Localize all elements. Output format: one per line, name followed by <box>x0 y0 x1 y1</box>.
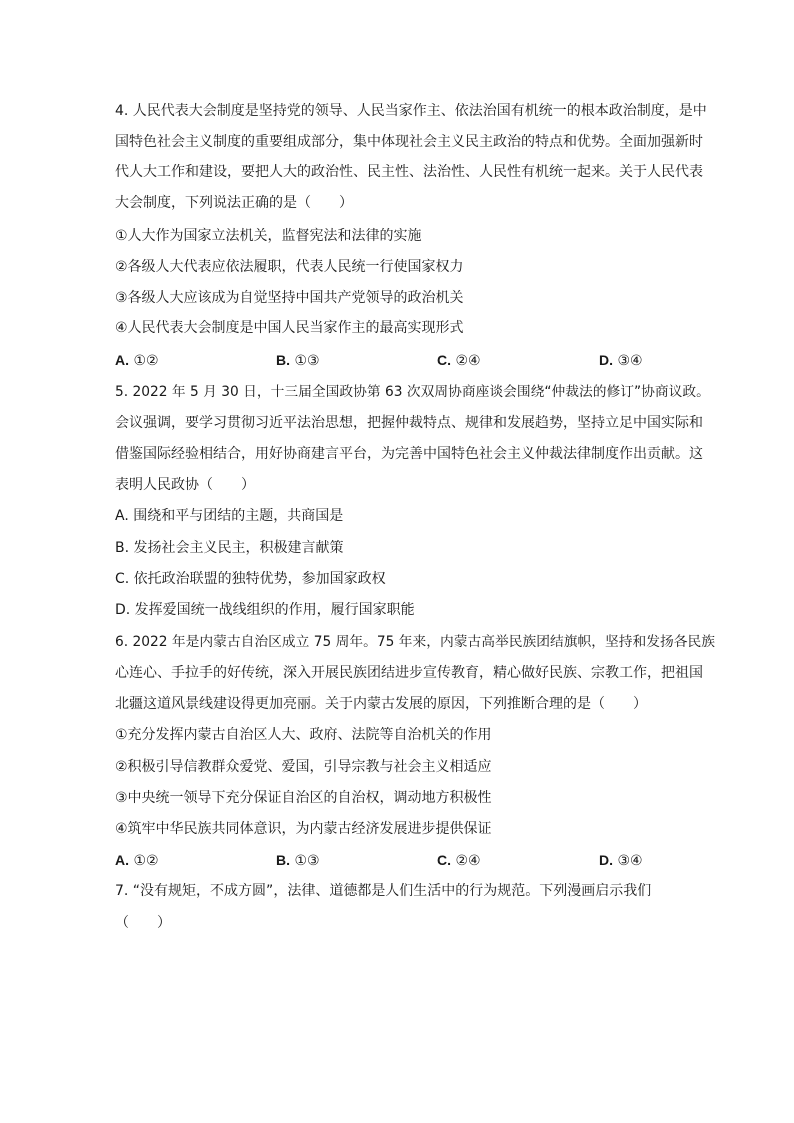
q5-choice-b[interactable]: B. 发扬社会主义民主，积极建言献策 <box>115 540 344 556</box>
q4-statement: ②各级人大代表应依法履职，代表人民统一行使国家权力 <box>115 259 464 275</box>
q4-statement: ④人民代表大会制度是中国人民当家作主的最高实现形式 <box>115 320 464 336</box>
q6-statement: ③中央统一领导下充分保证自治区的自治权，调动地方积极性 <box>115 790 492 806</box>
q4-statement: ③各级人大应该成为自觉坚持中国共产党领导的政治机关 <box>115 290 464 306</box>
q6-option-a[interactable]: A. ①② <box>115 852 159 869</box>
q6-stem-line: 北疆这道风景线建设得更加亮丽。关于内蒙古发展的原因，下列推断合理的是（ ） <box>115 696 647 712</box>
q6-option-b[interactable]: B. ①③ <box>276 852 320 869</box>
q7-stem-line: 7. “没有规矩，不成方圆”，法律、道德都是人们生活中的行为规范。下列漫画启示我们 <box>115 883 652 899</box>
q7-stem-line: （ ） <box>115 915 171 931</box>
q4-option-c[interactable]: C. ②④ <box>437 352 481 369</box>
q4-stem-line: 大会制度，下列说法正确的是（ ） <box>115 195 353 211</box>
q5-stem-line: 会议强调，要学习贯彻习近平法治思想，把握仲裁特点、规律和发展趋势，坚持立足中国实际和 <box>115 415 703 431</box>
q6-option-d[interactable]: D. ③④ <box>599 852 643 869</box>
q4-option-d[interactable]: D. ③④ <box>599 352 643 369</box>
q6-stem-line: 心连心、手拉手的好传统，深入开展民族团结进步宣传教育，精心做好民族、宗教工作，把祖国 <box>115 665 703 681</box>
q4-options <box>115 350 715 370</box>
q5-stem-line: 5. 2022 年 5 月 30 日，十三届全国政协第 63 次双周协商座谈会围绕“仲裁法的修订”协商议政。 <box>115 384 710 400</box>
q4-stem-line: 代人大工作和建设，要把人大的政治性、民主性、法治性、人民性有机统一起来。关于人民代表 <box>115 164 703 180</box>
q6-statement: ④筑牢中华民族共同体意识，为内蒙古经济发展进步提供保证 <box>115 821 492 837</box>
q5-stem-line: 表明人民政协（ ） <box>115 477 255 493</box>
q4-stem-line: 4. 人民代表大会制度是坚持党的领导、人民当家作主、依法治国有机统一的根本政治制度，是中 <box>115 103 707 119</box>
q4-stem-line: 国特色社会主义制度的重要组成部分，集中体现社会主义民主政治的特点和优势。全面加强新时 <box>115 134 703 150</box>
q5-choice-a[interactable]: A. 围绕和平与团结的主题，共商国是 <box>115 508 344 524</box>
q5-choice-c[interactable]: C. 依托政治联盟的独特优势，参加国家政权 <box>115 571 386 587</box>
q6-statement: ①充分发挥内蒙古自治区人大、政府、法院等自治机关的作用 <box>115 727 492 743</box>
q6-statement: ②积极引导信教群众爱党、爱国，引导宗教与社会主义相适应 <box>115 759 492 775</box>
q6-options <box>115 850 715 870</box>
q6-option-c[interactable]: C. ②④ <box>437 852 481 869</box>
q5-choice-d[interactable]: D. 发挥爱国统一战线组织的作用，履行国家职能 <box>115 602 415 618</box>
q4-option-a[interactable]: A. ①② <box>115 352 159 369</box>
q4-statement: ①人大作为国家立法机关，监督宪法和法律的实施 <box>115 228 422 244</box>
q6-stem-line: 6. 2022 年是内蒙古自治区成立 75 周年。75 年来，内蒙古高举民族团结旗帜，坚持和发扬各民族 <box>115 634 715 650</box>
q5-stem-line: 借鉴国际经验相结合，用好协商建言平台，为完善中国特色社会主义仲裁法律制度作出贡献。这 <box>115 446 703 462</box>
q4-option-b[interactable]: B. ①③ <box>276 352 320 369</box>
